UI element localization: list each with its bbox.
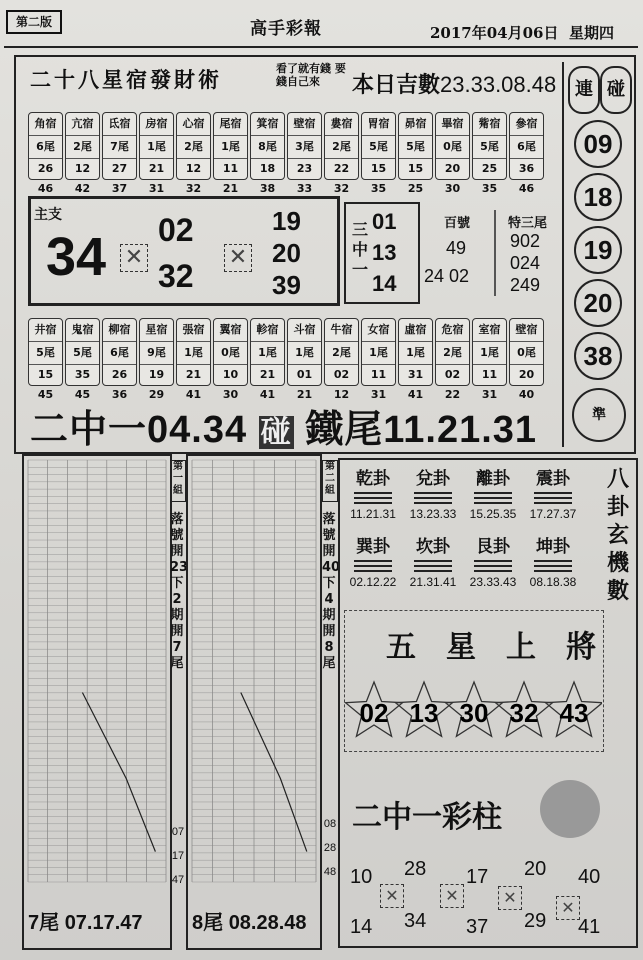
group1-vertical-text: 落號開23下2期開7尾 <box>170 512 189 671</box>
pillar-number: 34 <box>404 910 427 932</box>
bagua-item <box>344 532 402 589</box>
star-number: 13 <box>409 698 439 728</box>
pillar-number: 17 <box>466 866 489 888</box>
pillar-number: 28 <box>404 858 427 880</box>
cross-icon: ✕ <box>440 884 464 908</box>
mansion-name: 張宿 <box>177 319 210 342</box>
bagua-title: 八卦玄機數 <box>606 467 629 604</box>
trigram-icon <box>534 560 572 572</box>
mansion-values: 11 31 <box>362 364 395 385</box>
mansion-values: 21 31 <box>140 158 173 179</box>
group1-label: 第一組 <box>170 460 186 502</box>
mansion-tail: 6尾 <box>36 140 55 153</box>
mansion-name: 虛宿 <box>399 319 432 342</box>
mansion-cell <box>139 318 174 401</box>
cross-icon: ✕ <box>498 886 522 910</box>
group1-side-nums <box>168 820 188 892</box>
mansion-tail: 2尾 <box>332 140 351 153</box>
mansion-values: 18 38 <box>251 158 284 179</box>
bagua-item <box>344 464 402 521</box>
mansion-values: 11 21 <box>214 158 247 179</box>
pillar-number: 41 <box>578 916 601 938</box>
bagua-name: 坤卦 <box>536 537 570 557</box>
side-number: 19 <box>574 226 622 274</box>
mansion-tail: 5尾 <box>480 140 499 153</box>
trigram-icon <box>534 492 572 504</box>
mansion-tail: 5尾 <box>369 140 388 153</box>
side-header-right: 碰 <box>600 66 632 114</box>
pillar-number: 29 <box>524 910 547 932</box>
mansion-tail: 1尾 <box>406 346 425 359</box>
headline-numbers: 二中一04.34 碰 鐵尾11.21.31 <box>30 409 538 451</box>
mansion-cell <box>102 112 137 195</box>
group2-vertical-text: 落號開40下4期開8尾 <box>322 512 341 671</box>
mansion-cell <box>65 112 100 195</box>
mansion-name: 女宿 <box>362 319 395 342</box>
mansion-name: 昴宿 <box>399 113 432 136</box>
mansion-cell <box>509 112 544 195</box>
mansion-cell <box>324 318 359 401</box>
mansion-cell <box>435 112 470 195</box>
group2-side-nums <box>320 812 340 884</box>
side-num: 08 <box>323 818 337 830</box>
tri-number: 19 <box>272 206 301 236</box>
group2-label: 第二組 <box>322 460 338 502</box>
mansion-values: 26 36 <box>103 364 136 385</box>
mansion-values: 15 45 <box>29 364 62 385</box>
mansion-cell <box>398 112 433 195</box>
bagua-name: 乾卦 <box>356 469 390 489</box>
star-number: 30 <box>459 698 489 728</box>
pillar-number: 10 <box>350 866 373 888</box>
mansion-values: 15 35 <box>362 158 395 179</box>
bagua-name: 艮卦 <box>476 537 510 557</box>
mansion-tail: 2尾 <box>184 140 203 153</box>
mansion-name: 井宿 <box>29 319 62 342</box>
bagua-name: 離卦 <box>476 469 510 489</box>
five-star-title: 五星上將 <box>386 630 626 665</box>
mansion-tail: 3尾 <box>295 140 314 153</box>
bagua-values: 17.27.37 <box>529 507 577 521</box>
bagua-item <box>464 464 522 521</box>
main-pair-top: 02 <box>158 212 194 248</box>
side-num: 07 <box>171 826 185 838</box>
mansion-values: 01 21 <box>288 364 321 385</box>
bagua-item <box>464 532 522 589</box>
group2-result: 8尾 08.28.48 <box>192 912 307 934</box>
mansion-tail: 2尾 <box>332 346 351 359</box>
bagua-item <box>524 464 582 521</box>
bagua-values: 02.12.22 <box>349 575 397 589</box>
mansion-name: 觜宿 <box>473 113 506 136</box>
mansion-tail: 8尾 <box>258 140 277 153</box>
main-big-number: 34 <box>46 227 107 287</box>
mansion-name: 心宿 <box>177 113 210 136</box>
trigram-icon <box>354 492 392 504</box>
bagua-item <box>404 532 462 589</box>
bagua-item <box>524 532 582 589</box>
side-number: 20 <box>574 279 622 327</box>
mansion-values: 12 42 <box>66 158 99 179</box>
mansion-values: 22 32 <box>325 158 358 179</box>
pillar-title: 二中一彩柱 <box>352 800 502 835</box>
mansion-name: 尾宿 <box>214 113 247 136</box>
paper-title: 高手彩報 <box>250 19 322 39</box>
edition-badge: 第二版 <box>6 10 62 34</box>
mansion-values: 10 30 <box>214 364 247 385</box>
mansion-name: 壁宿 <box>510 319 543 342</box>
sanzhong-values <box>372 206 396 299</box>
bagua-values: 08.18.38 <box>529 575 577 589</box>
mansion-name: 胃宿 <box>362 113 395 136</box>
mansion-values: 02 22 <box>436 364 469 385</box>
tri-number: 20 <box>272 238 301 268</box>
mansion-name: 畢宿 <box>436 113 469 136</box>
mansion-name: 星宿 <box>140 319 173 342</box>
mansion-cell <box>435 318 470 401</box>
mansion-cell <box>361 112 396 195</box>
mansion-row-bottom <box>28 318 546 401</box>
special-values <box>510 230 540 296</box>
mansion-values: 25 35 <box>473 158 506 179</box>
mansion-name: 壁宿 <box>288 113 321 136</box>
mansion-values: 36 46 <box>510 158 543 179</box>
trigram-icon <box>414 492 452 504</box>
mansion-values: 23 33 <box>288 158 321 179</box>
main-label: 主支 <box>34 207 62 223</box>
cross-icon: ✕ <box>224 244 252 272</box>
mansion-values: 02 12 <box>325 364 358 385</box>
mansion-name: 婁宿 <box>325 113 358 136</box>
divider <box>494 210 496 296</box>
sanzhong-label: 三中一 <box>352 220 369 279</box>
mansion-cell <box>472 112 507 195</box>
mansion-cell <box>65 318 100 401</box>
mansion-name: 氐宿 <box>103 113 136 136</box>
special-value: 249 <box>510 275 541 295</box>
trend-line <box>82 693 155 852</box>
mansion-name: 參宿 <box>510 113 543 136</box>
mansion-values: 21 41 <box>177 364 210 385</box>
mansion-cell <box>509 318 544 401</box>
mansion-values: 31 41 <box>399 364 432 385</box>
mansion-cell <box>287 112 322 195</box>
tri-number: 39 <box>272 270 301 300</box>
mansion-values: 20 40 <box>510 364 543 385</box>
bagua-values: 23.33.43 <box>469 575 517 589</box>
side-num: 17 <box>171 850 185 862</box>
bagua-name: 坎卦 <box>416 537 450 557</box>
main-pair-bottom: 32 <box>158 258 194 294</box>
mansion-tail: 6尾 <box>517 140 536 153</box>
mansion-cell <box>361 318 396 401</box>
mansion-tail: 1尾 <box>369 346 388 359</box>
star-number: 02 <box>359 698 389 728</box>
mansion-name: 室宿 <box>473 319 506 342</box>
cross-icon: ✕ <box>380 884 404 908</box>
mansion-name: 房宿 <box>140 113 173 136</box>
pillar-number: 37 <box>466 916 489 938</box>
mansion-name: 箕宿 <box>251 113 284 136</box>
hundred-value-1: 49 <box>446 238 467 258</box>
side-header-left: 連 <box>568 66 600 114</box>
trigram-icon <box>474 492 512 504</box>
mansion-cell <box>176 112 211 195</box>
slogan-heading: 二十八星宿發財術 <box>30 68 222 92</box>
mansion-values: 11 31 <box>473 364 506 385</box>
mansion-cell <box>213 112 248 195</box>
mansion-tail: 0尾 <box>443 140 462 153</box>
sanzhong-value: 14 <box>372 271 397 296</box>
mansion-cell <box>287 318 322 401</box>
mansion-row-top <box>28 112 546 195</box>
header-rule <box>4 46 638 48</box>
pillar-number: 14 <box>350 916 373 938</box>
star-number: 32 <box>509 698 539 728</box>
bagua-emblem <box>572 388 626 442</box>
mansion-cell <box>324 112 359 195</box>
mansion-tail: 1尾 <box>221 140 240 153</box>
lucky-numbers: 本日吉數23.33.08.48 <box>352 72 557 98</box>
mansion-tail: 7尾 <box>110 140 129 153</box>
hundred-label: 百號 <box>444 216 471 231</box>
history-grid-2 <box>188 456 320 886</box>
side-number: 18 <box>574 173 622 221</box>
side-num: 47 <box>171 874 185 886</box>
mansion-cell <box>250 112 285 195</box>
mansion-cell <box>176 318 211 401</box>
mansion-name: 柳宿 <box>103 319 136 342</box>
bagua-name: 巽卦 <box>356 537 390 557</box>
cross-icon: ✕ <box>120 244 148 272</box>
mansion-cell <box>28 318 63 401</box>
mansion-cell <box>250 318 285 401</box>
bagua-values: 21.31.41 <box>409 575 457 589</box>
mansion-values: 19 29 <box>140 364 173 385</box>
mansion-values: 35 45 <box>66 364 99 385</box>
history-table-1 <box>22 454 172 950</box>
bagua-item <box>404 464 462 521</box>
mansion-cell <box>139 112 174 195</box>
emblem-label: 準 <box>592 407 606 423</box>
mansion-name: 牛宿 <box>325 319 358 342</box>
trigram-icon <box>354 560 392 572</box>
special-value: 024 <box>510 253 541 273</box>
mansion-tail: 0尾 <box>517 346 536 359</box>
pillar-number: 40 <box>578 866 601 888</box>
mansion-values: 26 46 <box>29 158 62 179</box>
side-number: 09 <box>574 120 622 168</box>
mansion-values: 12 32 <box>177 158 210 179</box>
history-grid-1 <box>24 456 170 886</box>
mansion-values: 15 25 <box>399 158 432 179</box>
side-number: 38 <box>574 332 622 380</box>
mansion-name: 鬼宿 <box>66 319 99 342</box>
mansion-tail: 1尾 <box>147 140 166 153</box>
bagua-name: 震卦 <box>536 469 570 489</box>
mansion-tail: 1尾 <box>258 346 277 359</box>
mansion-values: 21 41 <box>251 364 284 385</box>
group1-result: 7尾 07.17.47 <box>28 912 143 934</box>
trigram-icon <box>474 560 512 572</box>
mansion-tail: 0尾 <box>221 346 240 359</box>
bagua-name: 兌卦 <box>416 469 450 489</box>
side-num: 28 <box>323 842 337 854</box>
sanzhong-value: 01 <box>372 209 397 234</box>
mansion-values: 20 30 <box>436 158 469 179</box>
bagua-values: 15.25.35 <box>469 507 517 521</box>
mansion-tail: 2尾 <box>73 140 92 153</box>
mansion-tail: 5尾 <box>406 140 425 153</box>
mansion-tail: 1尾 <box>480 346 499 359</box>
slogan-subtext: 看了就有錢 要錢自己來 <box>276 62 346 88</box>
mansion-tail: 1尾 <box>295 346 314 359</box>
bagua-values: 11.21.31 <box>350 507 396 521</box>
mansion-name: 危宿 <box>436 319 469 342</box>
hundred-value-2: 24 02 <box>424 266 470 286</box>
mansion-tail: 1尾 <box>184 346 203 359</box>
mansion-tail: 5尾 <box>36 346 55 359</box>
mansion-values: 27 37 <box>103 158 136 179</box>
mansion-name: 軫宿 <box>251 319 284 342</box>
mascot-figure <box>540 780 600 838</box>
issue-date: 2017年04月06日 星期四 <box>430 24 614 42</box>
mansion-tail: 9尾 <box>147 346 166 359</box>
pillar-number: 20 <box>524 858 547 880</box>
side-num: 48 <box>323 866 337 878</box>
mansion-cell <box>213 318 248 401</box>
mansion-tail: 2尾 <box>443 346 462 359</box>
cross-icon: ✕ <box>556 896 580 920</box>
mansion-cell <box>472 318 507 401</box>
mansion-tail: 5尾 <box>73 346 92 359</box>
mansion-tail: 6尾 <box>110 346 129 359</box>
special-label: 特三尾 <box>508 216 548 231</box>
mansion-name: 翼宿 <box>214 319 247 342</box>
history-table-2 <box>186 454 322 950</box>
mansion-cell <box>398 318 433 401</box>
trend-line <box>241 693 307 852</box>
mansion-name: 角宿 <box>29 113 62 136</box>
special-value: 902 <box>510 231 541 251</box>
mansion-cell <box>102 318 137 401</box>
mansion-name: 斗宿 <box>288 319 321 342</box>
mansion-cell <box>28 112 63 195</box>
sanzhong-value: 13 <box>372 240 397 265</box>
star-number: 43 <box>559 698 589 728</box>
mansion-name: 亢宿 <box>66 113 99 136</box>
bagua-values: 13.23.33 <box>409 507 457 521</box>
trigram-icon <box>414 560 452 572</box>
five-star-numbers <box>344 670 602 750</box>
